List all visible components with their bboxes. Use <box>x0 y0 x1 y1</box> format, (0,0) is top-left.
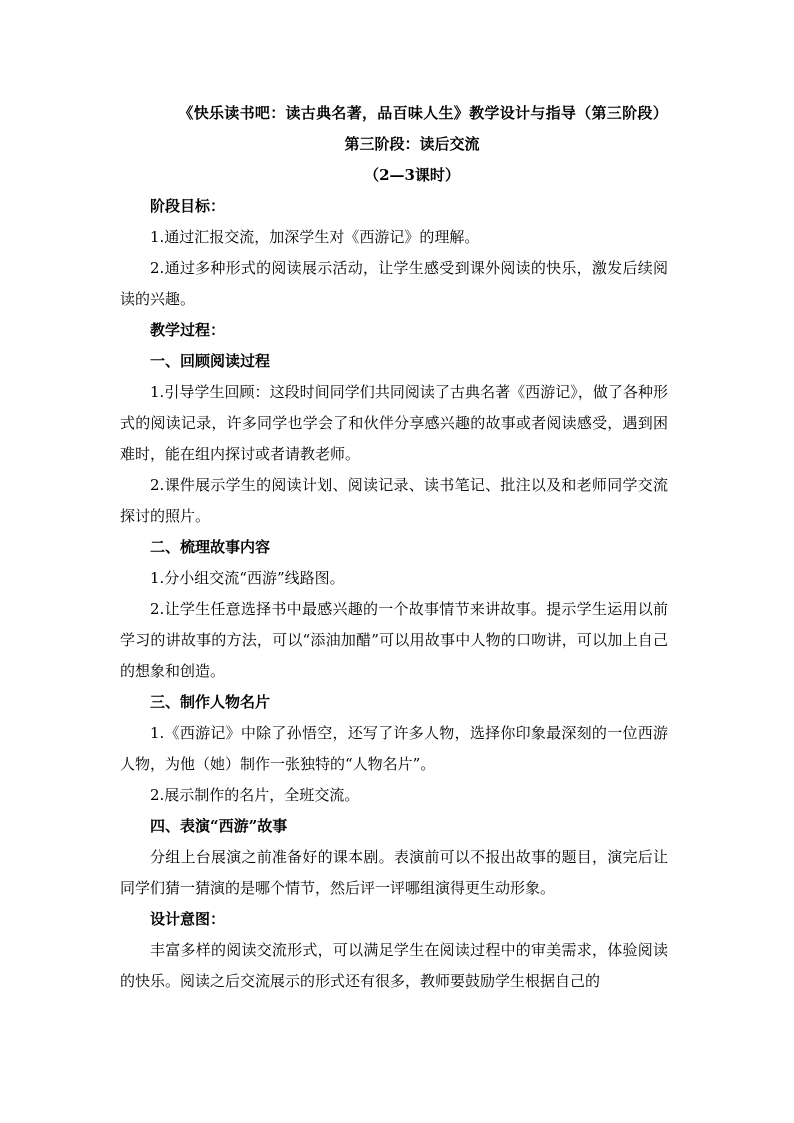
document-subtitle: 第三阶段：读后交流 <box>344 135 480 153</box>
paragraph: 2.通过多种形式的阅读展示活动，让学生感受到课外阅读的快乐，激发后续阅读的兴趣。 <box>120 259 668 308</box>
paragraph: 分组上台展演之前准备好的课本剧。表演前可以不报出故事的题目，演完后让同学们猜一猜演的是哪个情节，然后评一评哪组演得更生动形象。 <box>120 848 668 897</box>
paragraph: 2.让学生任意选择书中最感兴趣的一个故事情节来讲故事。提示学生运用以前学习的讲故事的方法，可以“添油加醋”可以用故事中人物的口吻讲，可以加上自己的想象和创造。 <box>120 600 668 680</box>
section-heading: 二、梳理故事内容 <box>150 538 271 556</box>
document-period: （2—3课时） <box>364 166 460 184</box>
paragraph: 1.分小组交流“西游”线路图。 <box>150 569 345 587</box>
document-title: 《快乐读书吧：读古典名著，品百味人生》教学设计与指导（第三阶段） <box>178 104 668 122</box>
paragraph: 1.通过汇报交流，加深学生对《西游记》的理解。 <box>150 228 480 246</box>
section-heading: 三、制作人物名片 <box>150 693 271 711</box>
paragraph: 1.《西游记》中除了孙悟空，还写了许多人物，选择你印象最深刻的一位西游人物，为他（她）制作一张独特的“人物名片”。 <box>120 724 668 773</box>
section-heading: 设计意图： <box>150 910 226 928</box>
paragraph: 1.引导学生回顾：这段时间同学们共同阅读了古典名著《西游记》，做了各种形式的阅读记录，许多同学也学会了和伙伴分享感兴趣的故事或者阅读感受，遇到困难时，能在组内探讨或者请教老师。 <box>120 383 668 463</box>
paragraph: 2.展示制作的名片，全班交流。 <box>150 786 360 804</box>
paragraph: 2.课件展示学生的阅读计划、阅读记录、读书笔记、批注以及和老师同学交流探讨的照片。 <box>120 476 668 525</box>
section-heading: 教学过程： <box>150 321 226 339</box>
section-heading: 四、表演“西游”故事 <box>150 817 288 835</box>
document-blocks <box>120 191 668 997</box>
paragraph: 丰富多样的阅读交流形式，可以满足学生在阅读过程中的审美需求，体验阅读的快乐。阅读之后交流展示的形式还有很多，教师要鼓励学生根据自己的 <box>120 941 668 990</box>
section-heading: 阶段目标： <box>150 197 226 215</box>
document-body <box>120 98 668 997</box>
section-heading: 一、回顾阅读过程 <box>150 352 271 370</box>
